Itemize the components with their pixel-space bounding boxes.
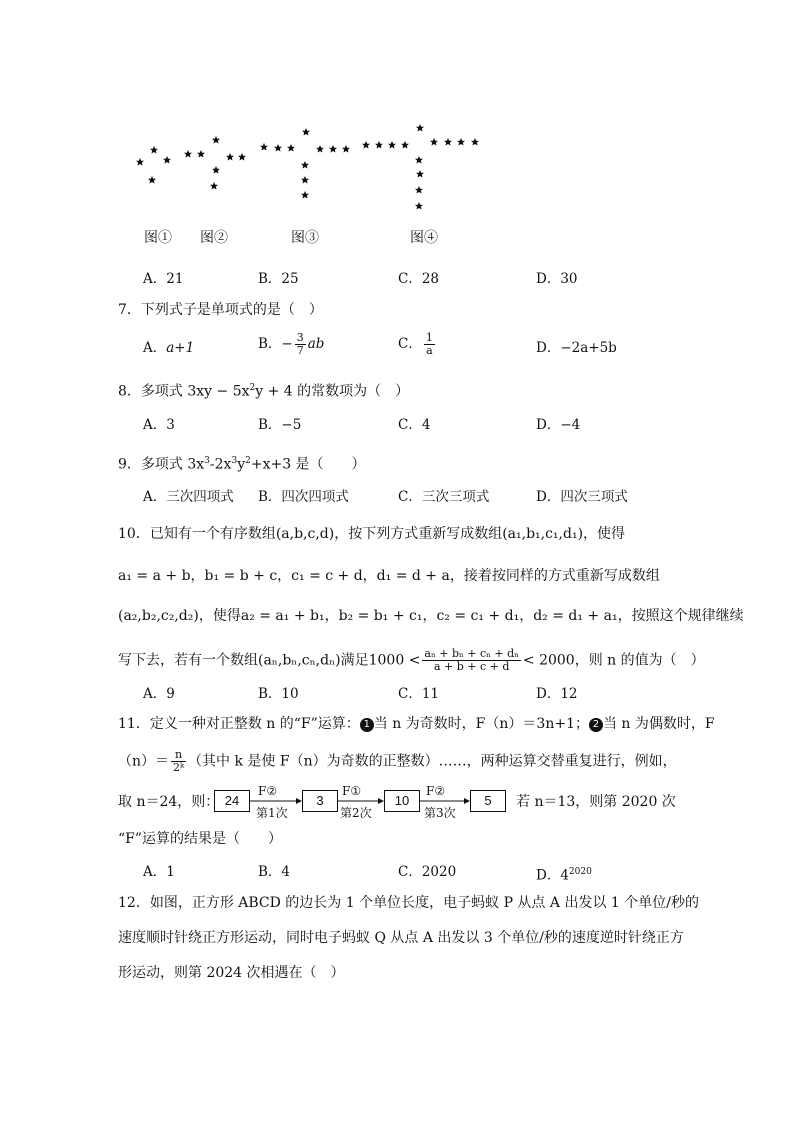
q8-option-a: A．3 <box>143 417 175 433</box>
q8-option-b: B．−5 <box>258 417 302 433</box>
q10-fraction-num: aₙ + bₙ + cₙ + dₙ <box>424 647 519 660</box>
q10-line-1: 10．已知有一个有序数组(a,b,c,d)，按下列方式重新写成数组(a₁,b₁,c₁,d₁)，使得 <box>118 526 626 542</box>
q11-circle-2: 2 <box>589 718 603 732</box>
q10-option-d: D．12 <box>536 686 578 702</box>
flow-arrow-2 <box>337 798 384 804</box>
q10-line-2: a₁ = a + b，b₁ = b + c，c₁ = c + d，d₁ = d + a，接着按同样的方式重新写成数组 <box>118 568 660 584</box>
q9-option-c: C．三次三项式 <box>398 489 490 505</box>
flow-step-1: 第1次 <box>256 806 288 820</box>
q10-option-b: B．10 <box>258 686 299 702</box>
q8-stem-sup: 2 <box>249 383 256 393</box>
q12-line-1: 12．如图，正方形 ABCD 的边长为 1 个单位长度，电子蚂蚁 P 从点 A 出发以 1 个单位/秒的 <box>118 895 699 911</box>
q7-option-b-num: 3 <box>296 331 304 344</box>
q11-option-d-label: D．4 <box>536 867 569 884</box>
q6-option-a: A．21 <box>143 271 184 287</box>
flow-step-2: 第2次 <box>340 806 372 820</box>
q6-option-c: C．28 <box>398 271 440 287</box>
q11-option-d <box>536 862 592 886</box>
flow-arrow-3 <box>419 798 470 804</box>
q8-option-d: D．−4 <box>536 417 581 433</box>
q7-option-c-label: C． <box>398 336 422 352</box>
q10-line-4 <box>118 648 705 673</box>
q7-stem: 7．下列式子是单项式的是（ ） <box>118 302 323 318</box>
figure-2-stars <box>184 136 246 190</box>
q7-option-c <box>398 332 437 357</box>
flow-step-3: 第3次 <box>424 806 456 820</box>
flow-box-4: 5 <box>470 790 506 812</box>
q10-option-a: A．9 <box>143 686 175 702</box>
q11-circle-1: 1 <box>360 718 374 732</box>
q11-option-b: B．4 <box>258 864 291 880</box>
flow-box-3: 10 <box>384 790 420 812</box>
q8-stem <box>118 378 409 402</box>
figure-label-4: 图④ <box>410 230 438 246</box>
figure-label-1: 图① <box>144 230 172 246</box>
q11-line-3-pre: 取 n＝24，则： <box>118 794 220 810</box>
q11-fraction <box>171 749 186 774</box>
q10-option-c: C．11 <box>398 686 440 702</box>
q7-option-b-fraction <box>295 332 306 357</box>
q9-stem-pre: 9．多项式 3x <box>118 456 205 473</box>
q11-option-c: C．2020 <box>398 864 457 880</box>
q11-option-a: A．1 <box>143 864 175 880</box>
star-pattern-figure <box>130 120 510 220</box>
q9-sup-2: 3 <box>231 456 238 466</box>
q10-fraction-den: a + b + c + d <box>433 660 510 673</box>
q11-option-d-sup: 2020 <box>568 867 592 877</box>
q9-sup-1: 3 <box>204 456 210 466</box>
q11-line-2-pre: （n）＝ <box>118 753 170 770</box>
q12-line-3: 形运动，则第 2024 次相遇在（ ） <box>118 965 345 981</box>
q7-option-c-den: a <box>426 344 433 357</box>
q9-option-a: A．三次四项式 <box>143 489 234 505</box>
flow-op-1: F② <box>258 784 278 798</box>
q7-option-c-fraction <box>424 332 435 357</box>
q9-sup-3: 2 <box>245 456 251 466</box>
q10-fraction <box>422 648 520 673</box>
flow-op-2: F① <box>342 784 362 798</box>
q9-stem <box>118 451 366 475</box>
q9-mid-2: y <box>237 456 246 473</box>
q11-line-2-post: （其中 k 是使 F（n）为奇数的正整数）……，两种运算交替重复进行，例如， <box>188 753 677 770</box>
q11-line-2 <box>118 749 677 774</box>
flow-box-2: 3 <box>302 790 338 812</box>
q11-line-1-pre: 11．定义一种对正整数 n 的“F”运算： <box>118 716 360 732</box>
q8-stem-post: y + 4 的常数项为（ ） <box>255 383 410 400</box>
q9-stem-post: +x+3 是（ ） <box>250 456 366 473</box>
q10-line-3: (a₂,b₂,c₂,d₂)，使得a₂ = a₁ + b₁，b₂ = b₁ + c₁，c₂ = c₁ + d₁，d₂ = d₁ + a₁，按照这个规律继续 <box>118 608 744 624</box>
q7-option-b-tail: ab <box>307 336 325 352</box>
q9-option-d: D．四次三项式 <box>536 489 628 505</box>
q7-option-a-label: A． <box>143 340 167 356</box>
figure-label-2: 图② <box>200 230 228 246</box>
q7-option-b-den: 7 <box>296 344 304 357</box>
figure-3-stars <box>260 128 350 199</box>
q9-option-b: B．四次四项式 <box>258 489 349 505</box>
figure-1-stars <box>136 146 171 184</box>
figure-4-stars <box>362 124 479 210</box>
q6-option-d: D．30 <box>536 271 578 287</box>
q11-fraction-num: n <box>171 749 186 762</box>
q9-mid-1: -2x <box>209 456 232 473</box>
q11-fraction-den: 2ᵏ <box>173 761 185 774</box>
q12-line-2: 速度顺时针绕正方形运动，同时电子蚂蚁 Q 从点 A 出发以 3 个单位/秒的速度逆时针绕正方 <box>118 930 684 946</box>
q7-option-c-num: 1 <box>425 331 433 344</box>
f-operation-flow-diagram <box>214 784 514 824</box>
q11-line-1-mid: 当 n 为奇数时，F（n）＝3n+1； <box>373 716 589 732</box>
q7-option-b-label: B．− <box>258 336 293 352</box>
q11-line-4: “F”运算的结果是（ ） <box>118 831 283 847</box>
q7-option-a-expr: a+1 <box>166 340 195 356</box>
q8-option-c: C．4 <box>398 417 431 433</box>
figure-label-3: 图③ <box>291 230 319 246</box>
q11-line-1-post: 当 n 为偶数时，F <box>602 716 715 732</box>
q11-line-3-post: 若 n＝13，则第 2020 次 <box>516 794 676 810</box>
q7-option-a <box>143 338 194 358</box>
q7-option-d: D．−2a+5b <box>536 340 617 356</box>
q11-line-1 <box>118 714 715 734</box>
q6-option-b: B．25 <box>258 271 299 287</box>
q8-stem-pre: 8．多项式 3xy − 5x <box>118 383 250 400</box>
flow-box-1: 24 <box>214 790 250 812</box>
flow-op-3: F② <box>426 784 446 798</box>
flow-arrow-1 <box>249 798 302 804</box>
q10-line-4-post: < 2000，则 n 的值为（ ） <box>522 652 705 669</box>
q10-line-4-pre: 写下去，若有一个数组(aₙ,bₙ,cₙ,dₙ)满足1000 < <box>118 652 421 669</box>
q7-option-b <box>258 332 324 357</box>
